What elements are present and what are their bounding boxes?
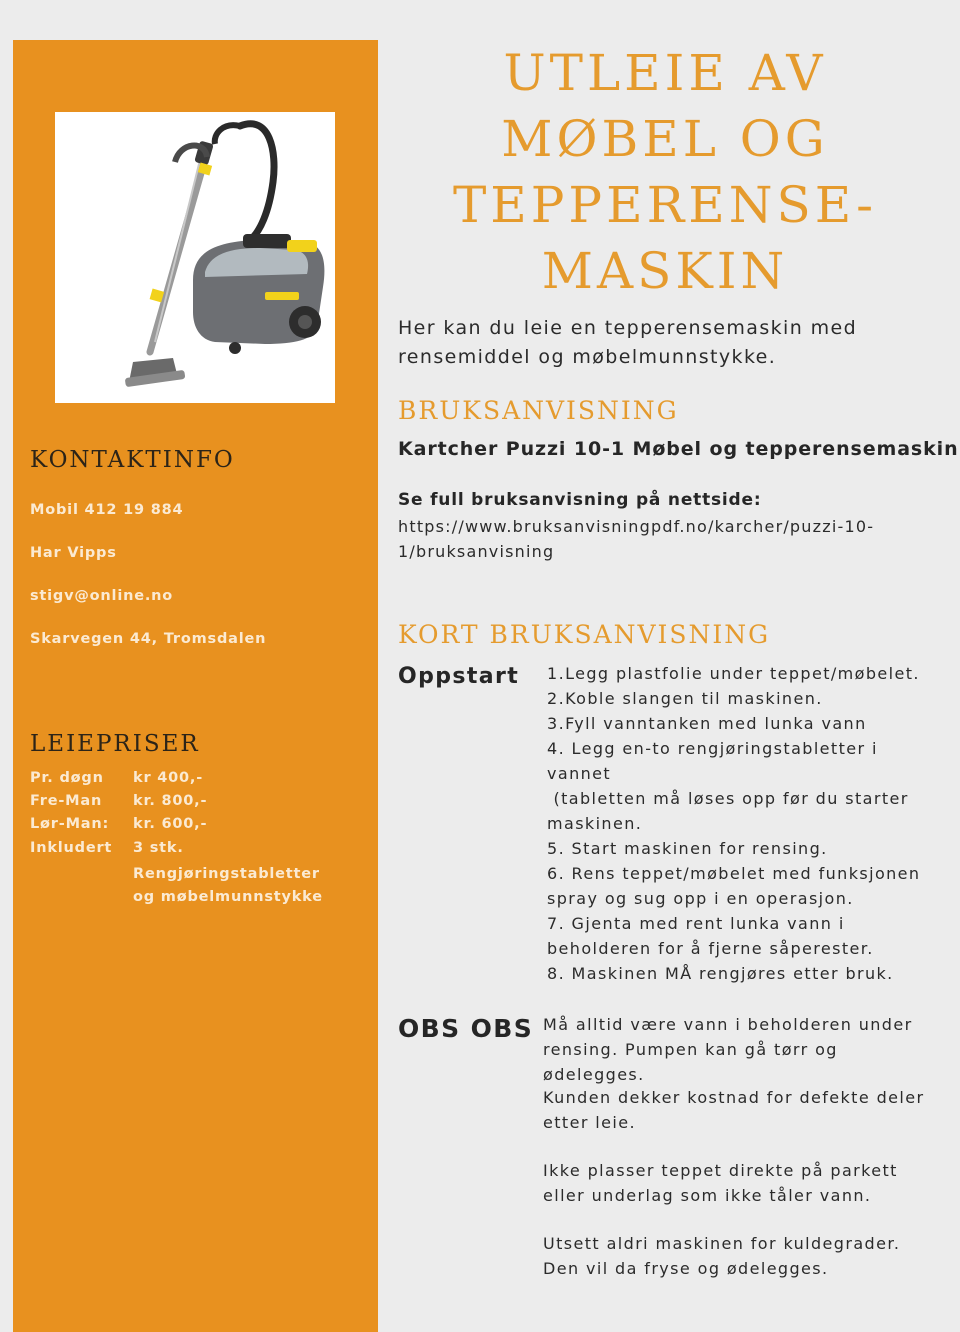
title-line: TEPPERENSE- (452, 176, 878, 234)
price-value: 3 stk. (133, 840, 184, 856)
intro-text (398, 314, 943, 372)
contact-phone: Mobil 412 19 884 (30, 502, 184, 518)
obs-note-line: Ikke plasser teppet direkte på parkett (543, 1161, 898, 1180)
obs-note-line: Den vil da fryse og ødelegges. (543, 1259, 829, 1278)
contact-address: Skarvegen 44, Tromsdalen (30, 631, 267, 647)
manual-url-line: 1/bruksanvisning (398, 542, 555, 561)
price-label: Pr. døgn (30, 770, 104, 786)
obs-note-line: rensing. Pumpen kan gå tørr og ødelegges. (543, 1040, 838, 1084)
carpet-cleaner-machine-icon (55, 112, 335, 403)
price-value: kr 400,- (133, 770, 204, 786)
product-name: Kartcher Puzzi 10-1 Møbel og tepperensemaskin (398, 438, 959, 460)
price-label: Inkludert (30, 840, 113, 856)
step-line: 6. Rens teppet/møbelet med funksjonen (547, 864, 921, 883)
obs-note (543, 1158, 943, 1208)
obs-note-line: Utsett aldri maskinen for kuldegrader. (543, 1234, 901, 1253)
obs-note-line: etter leie. (543, 1113, 636, 1132)
included-line: og møbelmunnstykke (133, 889, 323, 905)
product-photo (55, 112, 335, 403)
included-line: Rengjøringstabletter (133, 866, 320, 882)
step-line: maskinen. (547, 814, 643, 833)
manual-link[interactable] (398, 514, 918, 564)
price-value: kr. 800,- (133, 793, 208, 809)
contact-email[interactable]: stigv@online.no (30, 588, 174, 604)
short-manual-heading: KORT BRUKSANVISNING (398, 620, 771, 649)
obs-note (543, 1012, 943, 1087)
step-line: (tabletten må løses opp før du starter (547, 789, 909, 808)
included-items (133, 863, 333, 909)
title-line: MASKIN (541, 242, 789, 300)
startup-label: Oppstart (398, 664, 520, 689)
step-line: 5. Start maskinen for rensing. (547, 839, 828, 858)
obs-note-line: Må alltid være vann i beholderen under (543, 1015, 913, 1034)
step-line: spray og sug opp i en operasjon. (547, 889, 854, 908)
contact-heading: KONTAKTINFO (30, 447, 235, 473)
manual-heading: BRUKSANVISNING (398, 396, 679, 425)
price-label: Fre-Man (30, 793, 103, 809)
obs-note (543, 1085, 943, 1135)
obs-note-line: Kunden dekker kostnad for defekte deler (543, 1088, 925, 1107)
step-line: 3.Fyll vanntanken med lunka vann (547, 714, 867, 733)
manual-url-line: https://www.bruksanvisningpdf.no/karcher/puzzi-10- (398, 517, 875, 536)
title-line: MØBEL OG (501, 110, 829, 168)
step-line: 7. Gjenta med rent lunka vann i (547, 914, 845, 933)
prices-heading: LEIEPRISER (30, 731, 200, 757)
step-line: 1.Legg plastfolie under teppet/møbelet. (547, 664, 920, 683)
step-line: beholderen for å fjerne såperester. (547, 939, 874, 958)
page-title (400, 40, 930, 304)
sidebar (13, 40, 378, 1332)
obs-label: OBS OBS (398, 1014, 534, 1043)
step-line: 2.Koble slangen til maskinen. (547, 689, 823, 708)
step-line: 8. Maskinen MÅ rengjøres etter bruk. (547, 964, 894, 983)
title-line: UTLEIE AV (503, 44, 827, 102)
contact-vipps: Har Vipps (30, 545, 117, 561)
intro-line: Her kan du leie en tepperensemaskin med (398, 317, 858, 339)
obs-note (543, 1231, 943, 1281)
step-line: 4. Legg en-to rengjøringstabletter i vannet (547, 739, 878, 783)
price-label: Lør-Man: (30, 816, 110, 832)
intro-line: rensemiddel og møbelmunnstykke. (398, 346, 777, 368)
startup-steps (547, 661, 947, 986)
manual-link-label: Se full bruksanvisning på nettside: (398, 490, 762, 510)
price-value: kr. 600,- (133, 816, 208, 832)
obs-note-line: eller underlag som ikke tåler vann. (543, 1186, 872, 1205)
